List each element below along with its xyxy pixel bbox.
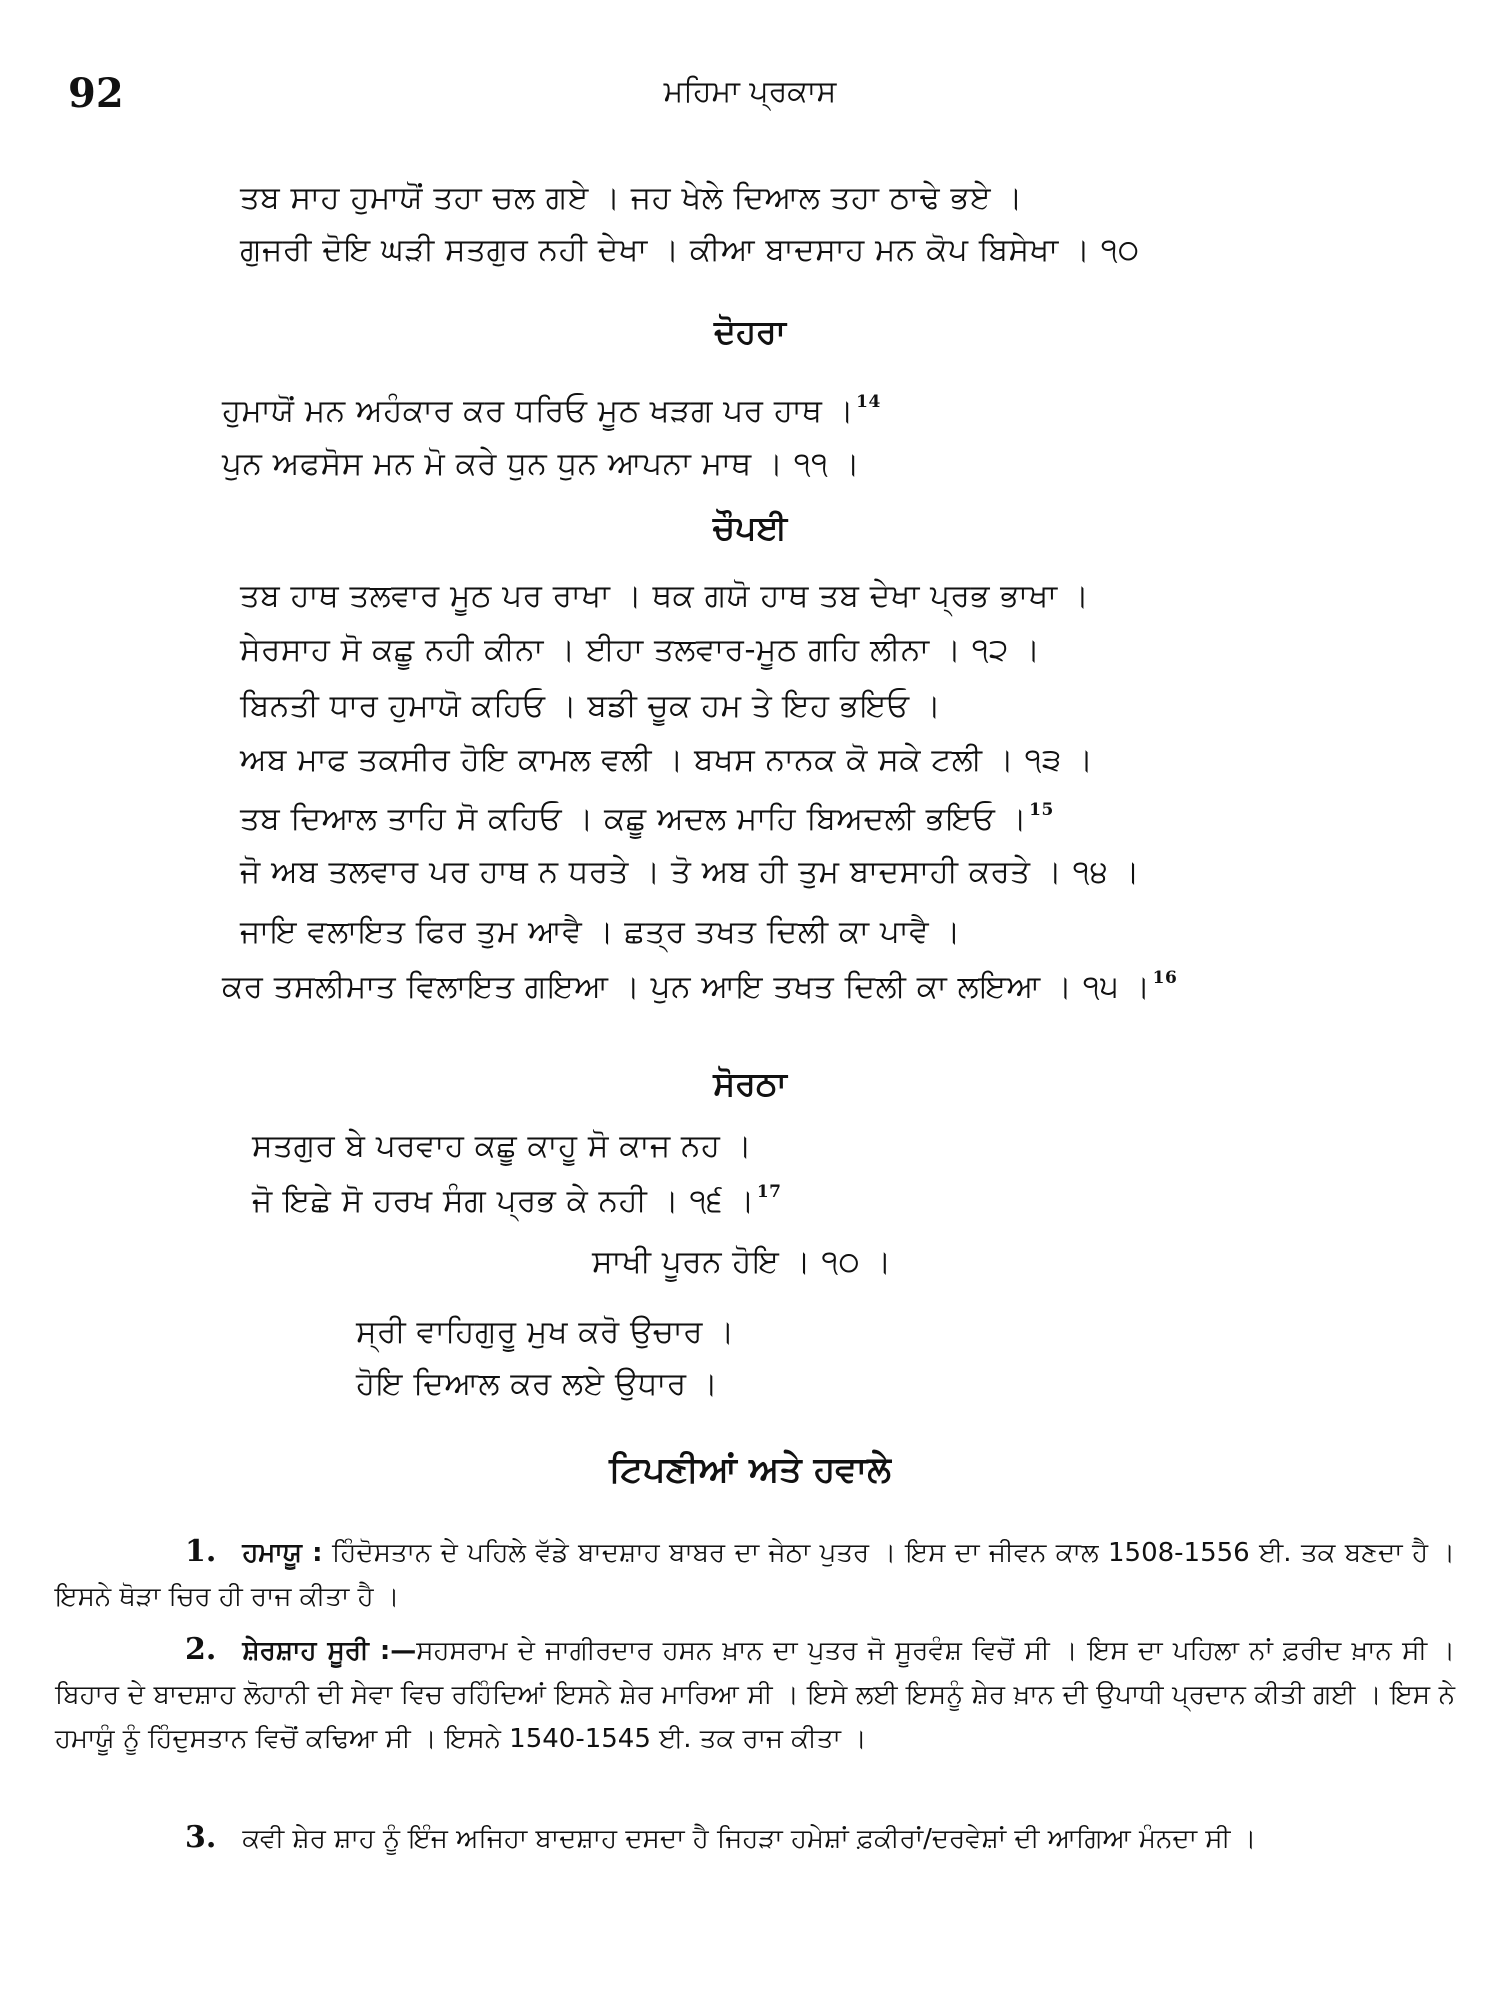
footnote-2: [55, 1628, 1455, 1761]
footnote-number: 2.: [185, 1632, 217, 1667]
verse-line: ਸੇਰਸਾਹ ਸੋ ਕਛੂ ਨਹੀ ਕੀਨਾ । ਈਹਾ ਤਲਵਾਰ-ਮੂਠ ਗਹਿ ਲੀਨਾ । ੧੨ ।: [240, 632, 1041, 668]
footnote-number: 1.: [185, 1534, 217, 1569]
section-heading-sortha: ਸੋਰਠਾ: [713, 1064, 787, 1103]
verse-line: ਪੁਨ ਅਫਸੋਸ ਮਨ ਮੋ ਕਰੇ ਧੁਨ ਧੁਨ ਆਪਨਾ ਮਾਥ । ੧੧ ।: [222, 446, 861, 482]
footnote-ref: 16: [1152, 968, 1178, 988]
section-heading-dohra: ਦੋਹਰਾ: [713, 312, 786, 351]
section-heading-chaupai: ਚੌਪਈ: [712, 508, 788, 547]
footnote-1: [55, 1530, 1455, 1619]
footnote-text: ਸਹਸਰਾਮ ਦੇ ਜਾਗੀਰਦਾਰ ਹਸਨ ਖ਼ਾਨ ਦਾ ਪੁਤਰ ਜੋ ਸੂਰਵੰਸ਼ ਵਿਚੋਂ ਸੀ । ਇਸ ਦਾ ਪਹਿਲਾ ਨਾਂ ਫ਼ਰੀਦ ਖ਼ਾਨ ਸੀ । ਬਿਹਾਰ ਦੇ ਬਾਦਸ਼ਾਹ ਲੋਹਾਨੀ ਦੀ ਸੇਵਾ ਵਿਚ ਰਹਿੰਦਿਆਂ ਇਸਨੇ ਸ਼ੇਰ ਮਾਰਿਆ ਸੀ । ਇਸੇ ਲਈ ਇਸਨੂੰ ਸ਼ੇਰ ਖ਼ਾਨ ਦੀ ਉਪਾਧੀ ਪ੍ਰਦਾਨ ਕੀਤੀ ਗਈ । ਇਸ ਨੇ ਹਮਾਯੂੰ ਨੂੰ ਹਿੰਦੁਸਤਾਨ ਵਿਚੋਂ ਕਢਿਆ ਸੀ । ਇਸਨੇ 1540-1545 ਈ. ਤਕ ਰਾਜ ਕੀਤਾ ।: [55, 1636, 1455, 1754]
verse-line: ਹੁਮਾਯੋਂ ਮਨ ਅਹੰਕਾਰ ਕਰ ਧਰਿਓ ਮੂਠ ਖੜਗ ਪਰ ਹਾਥ । $^{14}$: [222, 392, 881, 429]
sakhi-complete-line: ਸਾਖੀ ਪੂਰਨ ਹੋਇ । ੧੦ ।: [592, 1244, 892, 1280]
closing-line: ਸ੍ਰੀ ਵਾਹਿਗੁਰੂ ਮੁਖ ਕਰੋ ਉਚਾਰ ।: [356, 1314, 735, 1350]
footnote-number: 3.: [185, 1820, 217, 1855]
verse-line: ਤਬ ਦਿਆਲ ਤਾਹਿ ਸੋ ਕਹਿਓ । ਕਛੂ ਅਦਲ ਮਾਹਿ ਬਿਅਦਲੀ ਭਇਓ । $^{15}$: [240, 800, 1054, 837]
notes-heading: ਟਿਪਣੀਆਂ ਅਤੇ ਹਵਾਲੇ: [609, 1450, 891, 1490]
footnote-ref: 17: [756, 1182, 782, 1202]
page-number: 92: [68, 70, 124, 117]
closing-line: ਹੋਇ ਦਿਆਲ ਕਰ ਲਏ ਉਧਾਰ ।: [356, 1366, 719, 1402]
verse-line: ਜਾਇ ਵਲਾਇਤ ਫਿਰ ਤੁਮ ਆਵੈ । ਛਤ੍ਰ ਤਖਤ ਦਿਲੀ ਕਾ ਪਾਵੈ ।: [240, 914, 961, 950]
footnote-ref: 15: [1029, 800, 1054, 820]
verse-line: ਜੋ ਅਬ ਤਲਵਾਰ ਪਰ ਹਾਥ ਨ ਧਰਤੇ । ਤੋ ਅਬ ਹੀ ਤੁਮ ਬਾਦਸਾਹੀ ਕਰਤੇ । ੧੪ ।: [240, 854, 1141, 890]
verse-line: ਤਬ ਸਾਹ ਹੁਮਾਯੋਂ ਤਹਾ ਚਲ ਗਏ । ਜਹ ਖੇਲੇ ਦਿਆਲ ਤਹਾ ਠਾਢੇ ਭਏ ।: [240, 180, 1023, 216]
footnote-term: ਹਮਾਯੂ :: [242, 1538, 323, 1568]
verse-line: ਜੋ ਇਛੇ ਸੋ ਹਰਖ ਸੰਗ ਪ੍ਰਭ ਕੇ ਨਹੀ । ੧੬ । $^{17}$: [252, 1182, 782, 1219]
verse-line: ਸਤਗੁਰ ਬੇ ਪਰਵਾਹ ਕਛੂ ਕਾਹੂ ਸੋ ਕਾਜ ਨਹ ।: [252, 1128, 753, 1164]
running-title: ਮਹਿਮਾ ਪ੍ਰਕਾਸ: [663, 74, 837, 109]
verse-line: ਬਿਨਤੀ ਧਾਰ ਹੁਮਾਯੋ ਕਹਿਓ । ਬਡੀ ਚੂਕ ਹਮ ਤੇ ਇਹ ਭਇਓ ।: [240, 688, 942, 724]
footnote-3: [55, 1816, 1455, 1861]
verse-line: ਅਬ ਮਾਫ ਤਕਸੀਰ ਹੋਇ ਕਾਮਲ ਵਲੀ । ਬਖਸ ਨਾਨਕ ਕੋ ਸਕੇ ਟਲੀ । ੧੩ ।: [240, 742, 1094, 778]
footnote-text: ਹਿੰਦੋਸਤਾਨ ਦੇ ਪਹਿਲੇ ਵੱਡੇ ਬਾਦਸ਼ਾਹ ਬਾਬਰ ਦਾ ਜੇਠਾ ਪੁਤਰ । ਇਸ ਦਾ ਜੀਵਨ ਕਾਲ 1508-1556 ਈ. ਤਕ ਬਣਦਾ ਹੈ । ਇਸਨੇ ਥੋੜਾ ਚਿਰ ਹੀ ਰਾਜ ਕੀਤਾ ਹੈ ।: [55, 1538, 1456, 1612]
verse-line: ਕਰ ਤਸਲੀਮਾਤ ਵਿਲਾਇਤ ਗਇਆ । ਪੁਨ ਆਇ ਤਖਤ ਦਿਲੀ ਕਾ ਲਇਆ । ੧੫ । $^{16}$: [222, 968, 1178, 1005]
verse-line: ਤਬ ਹਾਥ ਤਲਵਾਰ ਮੂਠ ਪਰ ਰਾਖਾ । ਥਕ ਗਯੋ ਹਾਥ ਤਬ ਦੇਖਾ ਪ੍ਰਭ ਭਾਖਾ ।: [240, 578, 1090, 614]
footnote-text: ਕਵੀ ਸ਼ੇਰ ਸ਼ਾਹ ਨੂੰ ਇੰਜ ਅਜਿਹਾ ਬਾਦਸ਼ਾਹ ਦਸਦਾ ਹੈ ਜਿਹੜਾ ਹਮੇਸ਼ਾਂ ਫ਼ਕੀਰਾਂ/ਦਰਵੇਸ਼ਾਂ ਦੀ ਆਗਿਆ ਮੰਨਦਾ ਸੀ ।: [242, 1824, 1257, 1854]
verse-line: ਗੁਜਰੀ ਦੋਇ ਘੜੀ ਸਤਗੁਰ ਨਹੀ ਦੇਖਾ । ਕੀਆ ਬਾਦਸਾਹ ਮਨ ਕੋਪ ਬਿਸੇਖਾ । ੧੦: [240, 232, 1140, 268]
footnote-term: ਸ਼ੇਰਸ਼ਾਹ ਸੂਰੀ :—: [242, 1636, 417, 1666]
footnote-ref: 14: [856, 392, 881, 412]
